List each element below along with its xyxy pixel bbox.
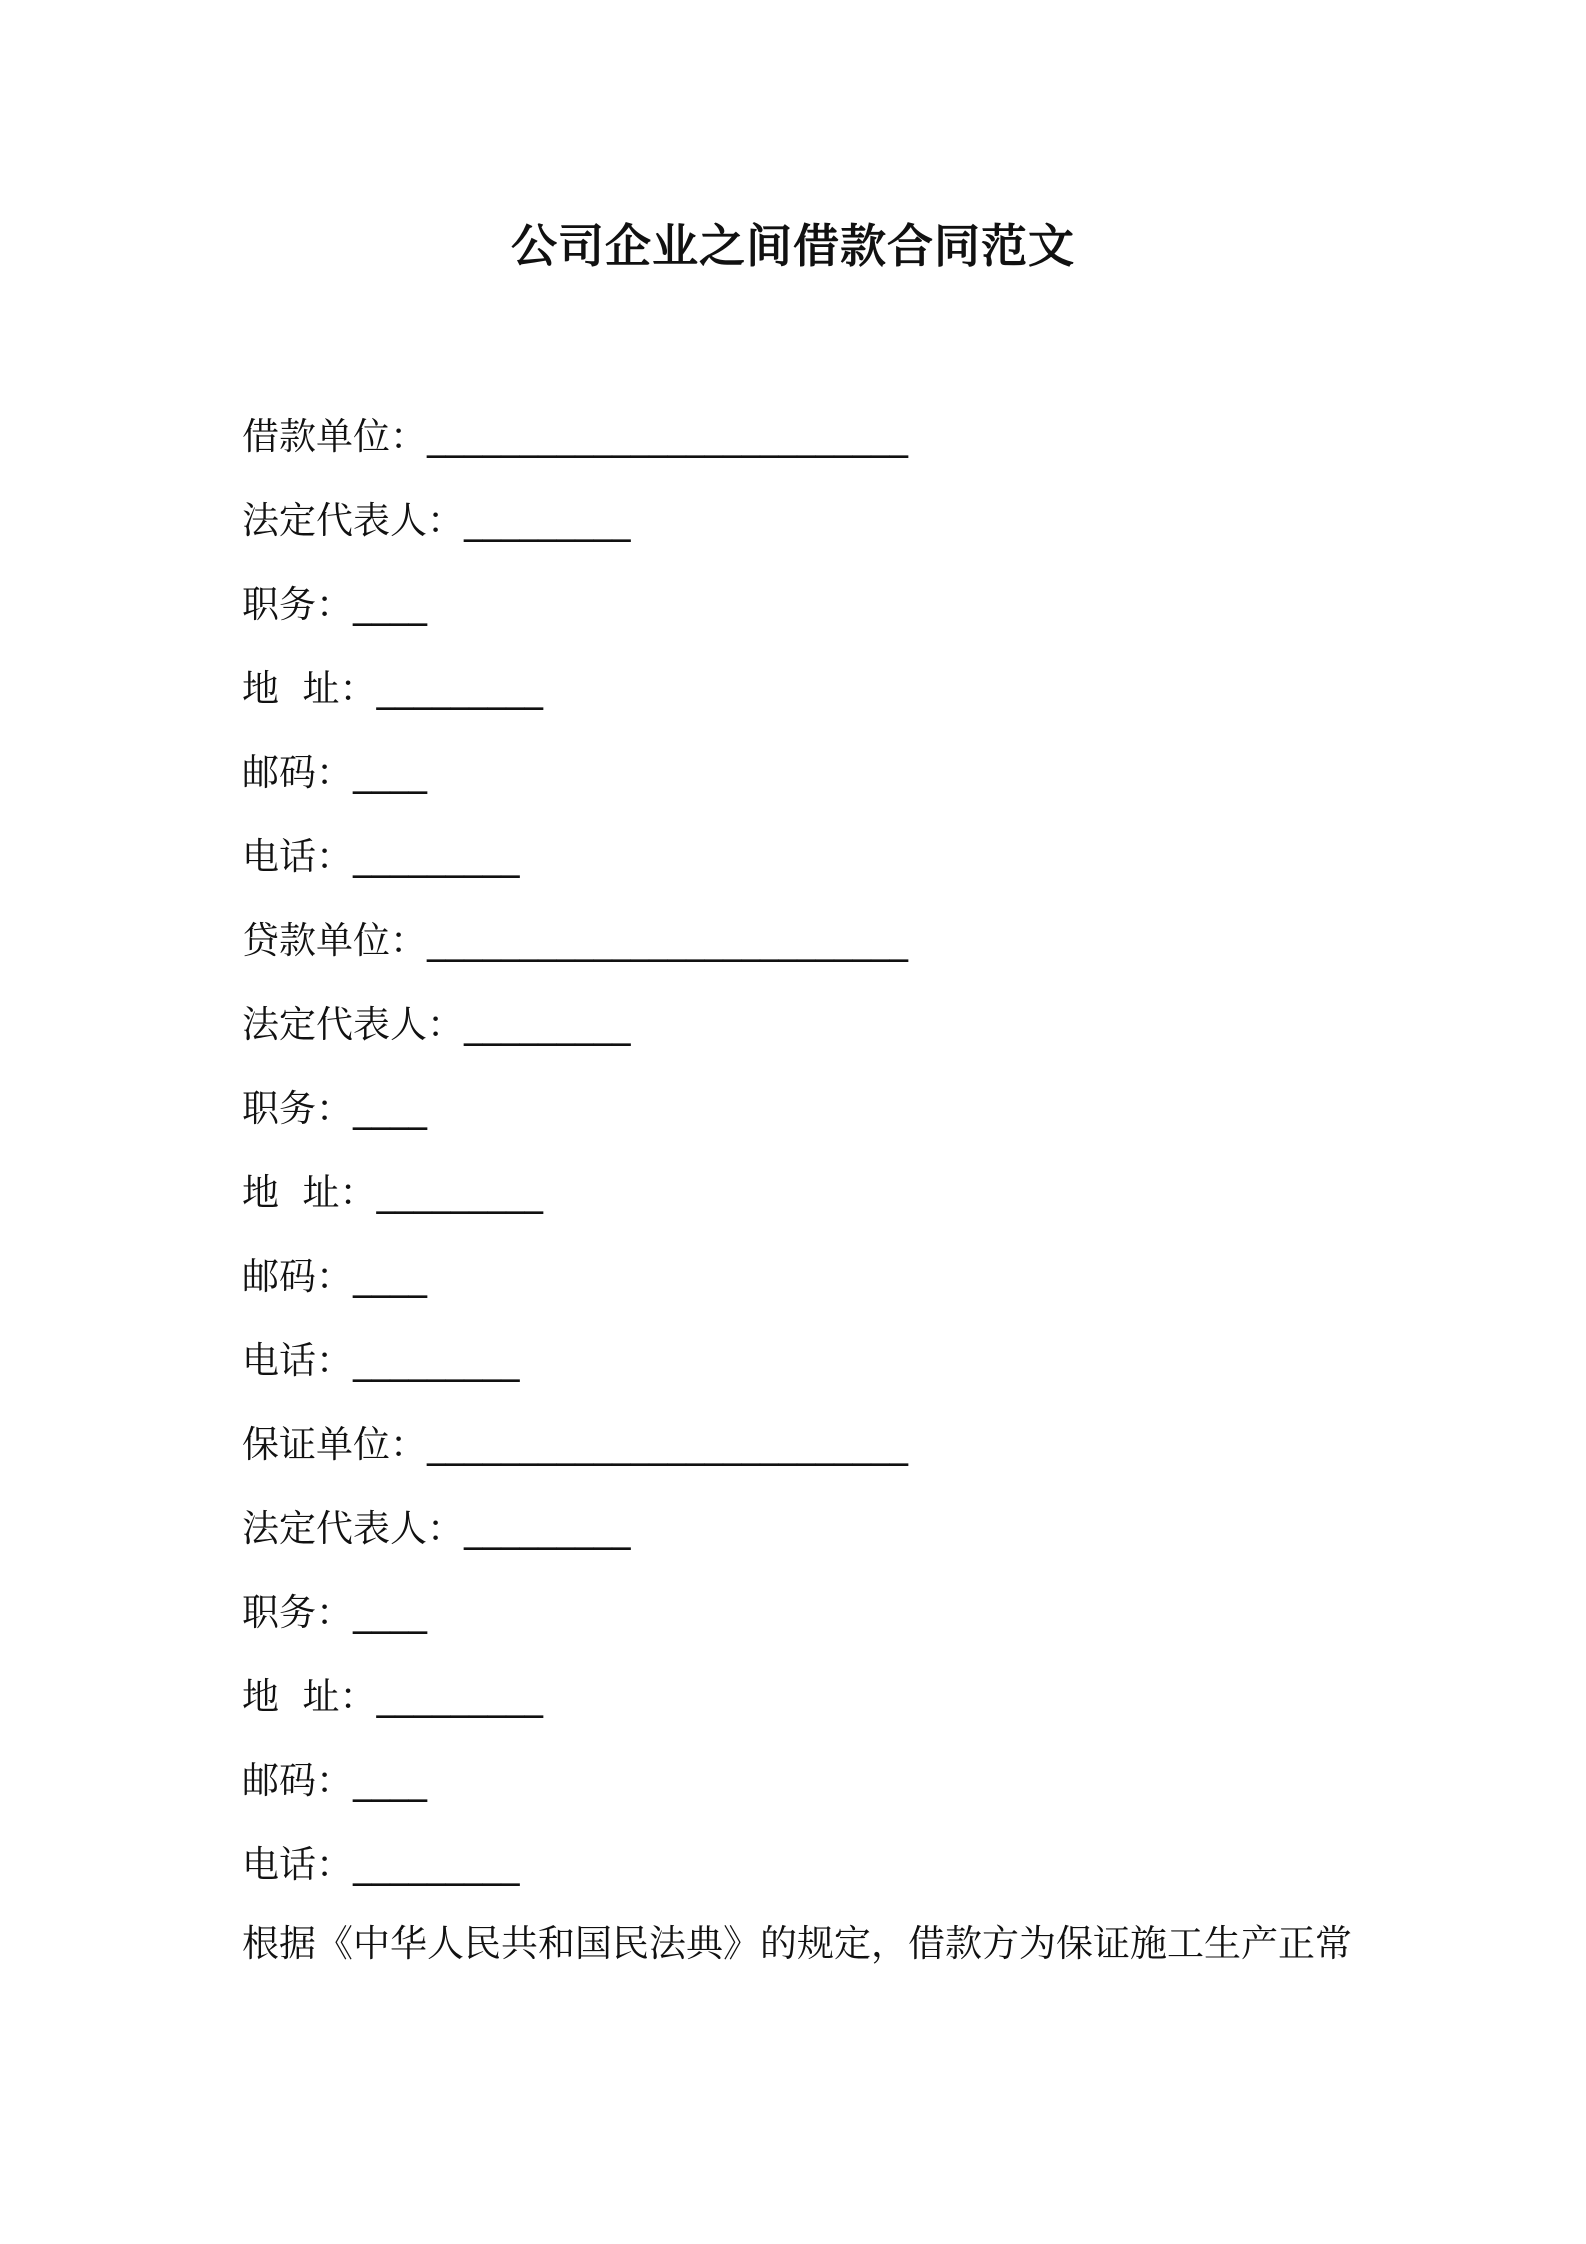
guarantor-address-row [242,1665,1362,1749]
field-label: 电话： [242,835,353,878]
field-label: 法定代表人： [242,1003,464,1046]
field-label: 借款单位： [242,415,427,458]
field-label: 地 址： [242,667,377,710]
field-label: 邮码： [242,1255,353,1298]
lender-position-row [242,1077,1362,1161]
field-blank: ____ [353,751,427,794]
field-blank: _________ [376,1675,544,1718]
field-blank: ____ [353,1087,427,1130]
field-blank: ____ [353,1759,427,1802]
field-blank: _________ [353,1843,520,1886]
field-label: 法定代表人： [242,499,464,542]
field-label: 邮码： [242,1759,353,1802]
field-label: 地 址： [242,1675,377,1718]
document-title: 公司企业之间借款合同范文 [511,219,1075,273]
lender-unit-row [242,909,1362,993]
lender-legal-rep-row [242,993,1362,1077]
field-label: 职务： [242,583,353,626]
guarantor-phone-row [242,1833,1362,1917]
field-blank: ____ [353,1591,427,1634]
field-label: 贷款单位： [242,919,427,962]
contract-preamble-paragraph: 根据《中华人民共和国民法典》的规定，借款方为保证施工生产正常 [242,1922,1352,1965]
field-blank: ____ [353,583,427,626]
guarantor-legal-rep-row [242,1497,1362,1581]
field-blank: _________ [464,1507,631,1550]
field-blank: _________ [464,499,631,542]
field-label: 职务： [242,1591,353,1634]
field-blank: __________________________ [427,919,908,962]
field-blank: _________ [376,667,544,710]
guarantor-position-row [242,1581,1362,1665]
lender-phone-row [242,1329,1362,1413]
field-blank: _________ [376,1171,544,1214]
field-label: 电话： [242,1843,353,1886]
field-blank: _________ [353,835,520,878]
field-blank: ____ [353,1255,427,1298]
field-label: 地 址： [242,1171,377,1214]
guarantor-unit-row [242,1413,1362,1497]
borrower-phone-row [242,825,1362,909]
field-label: 电话： [242,1339,353,1382]
lender-postcode-row [242,1245,1362,1329]
borrower-postcode-row [242,741,1362,825]
field-blank: __________________________ [427,1423,908,1466]
field-blank: _________ [464,1003,631,1046]
borrower-unit-row [242,405,1362,489]
borrower-legal-rep-row [242,489,1362,573]
field-blank: __________________________ [427,415,908,458]
field-label: 保证单位： [242,1423,427,1466]
field-label: 职务： [242,1087,353,1130]
field-blank: _________ [353,1339,520,1382]
party-fields [242,405,1362,1917]
borrower-position-row [242,573,1362,657]
lender-address-row [242,1161,1362,1245]
guarantor-postcode-row [242,1749,1362,1833]
borrower-address-row [242,657,1362,741]
field-label: 邮码： [242,751,353,794]
field-label: 法定代表人： [242,1507,464,1550]
